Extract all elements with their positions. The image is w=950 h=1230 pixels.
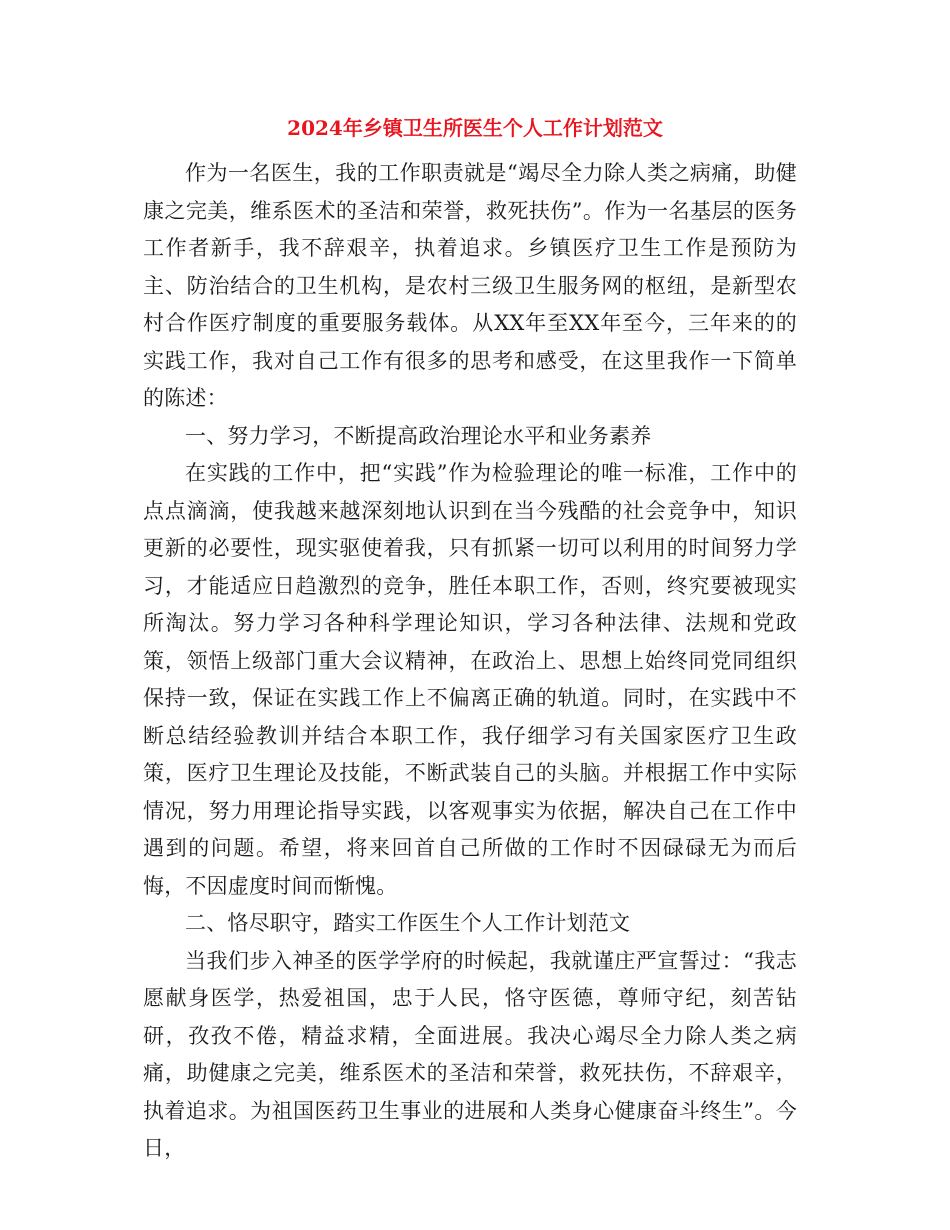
document-body (143, 155, 797, 1168)
section-heading-2: 二、恪尽职守，踏实工作医生个人工作计划范文 (185, 911, 631, 935)
section-heading-1: 一、努力学习，不断提高政治理论水平和业务素养 (185, 423, 652, 448)
paragraph-section-2: 当我们步入神圣的医学学府的时候起，我就谨庄严宣誓过：“我志愿献身医学，热爱祖国，忠于人民，恪守医德，尊师守纪，刻苦钻研，孜孜不倦，精益求精，全面进展。我决心竭尽全力除人类之病痛，助健康之完美，维系医术的圣洁和荣誉，救死扶伤，不辞艰辛，执着追求。为祖国医药卫生事业的进展和人类身心健康奋斗终生”。今日， (143, 948, 797, 1160)
paragraph-section-1: 在实践的工作中，把“实践”作为检验理论的唯一标准，工作中的点点滴滴，使我越来越深刻地认识到在当今残酷的社会竞争中，知识更新的必要性，现实驱使着我，只有抓紧一切可以利用的时间努力学习，才能适应日趋激烈的竞争，胜任本职工作，否则，终究要被现实所淘汰。努力学习各种科学理论知识，学习各种法律、法规和党政策，领悟上级部门重大会议精神，在政治上、思想上始终同党同组织保持一致，保证在实践工作上不偏离正确的轨道。同时，在实践中不断总结经验教训并结合本职工作，我仔细学习有关国家医疗卫生政策，医疗卫生理论及技能，不断武装自己的头脑。并根据工作中实际情况，努力用理论指导实践，以客观事实为依据，解决自己在工作中遇到的问题。希望，将来回首自己所做的工作时不因碌碌无为而后悔，不因虚度时间而惭愧。 (143, 461, 797, 898)
paragraph-intro: 作为一名医生，我的工作职责就是“竭尽全力除人类之病痛，助健康之完美，维系医术的圣洁和荣誉，救死扶伤”。作为一名基层的医务工作者新手，我不辞艰辛，执着追求。乡镇医疗卫生工作是预防为主、防治结合的卫生机构，是农村三级卫生服务网的枢纽，是新型农村合作医疗制度的重要服务载体。从XX年至XX年至今，三年来的的实践工作，我对自己工作有很多的思考和感受，在这里我作一下简单的陈述： (143, 161, 797, 410)
document-title: 2024年乡镇卫生所医生个人工作计划范文 (287, 116, 663, 140)
